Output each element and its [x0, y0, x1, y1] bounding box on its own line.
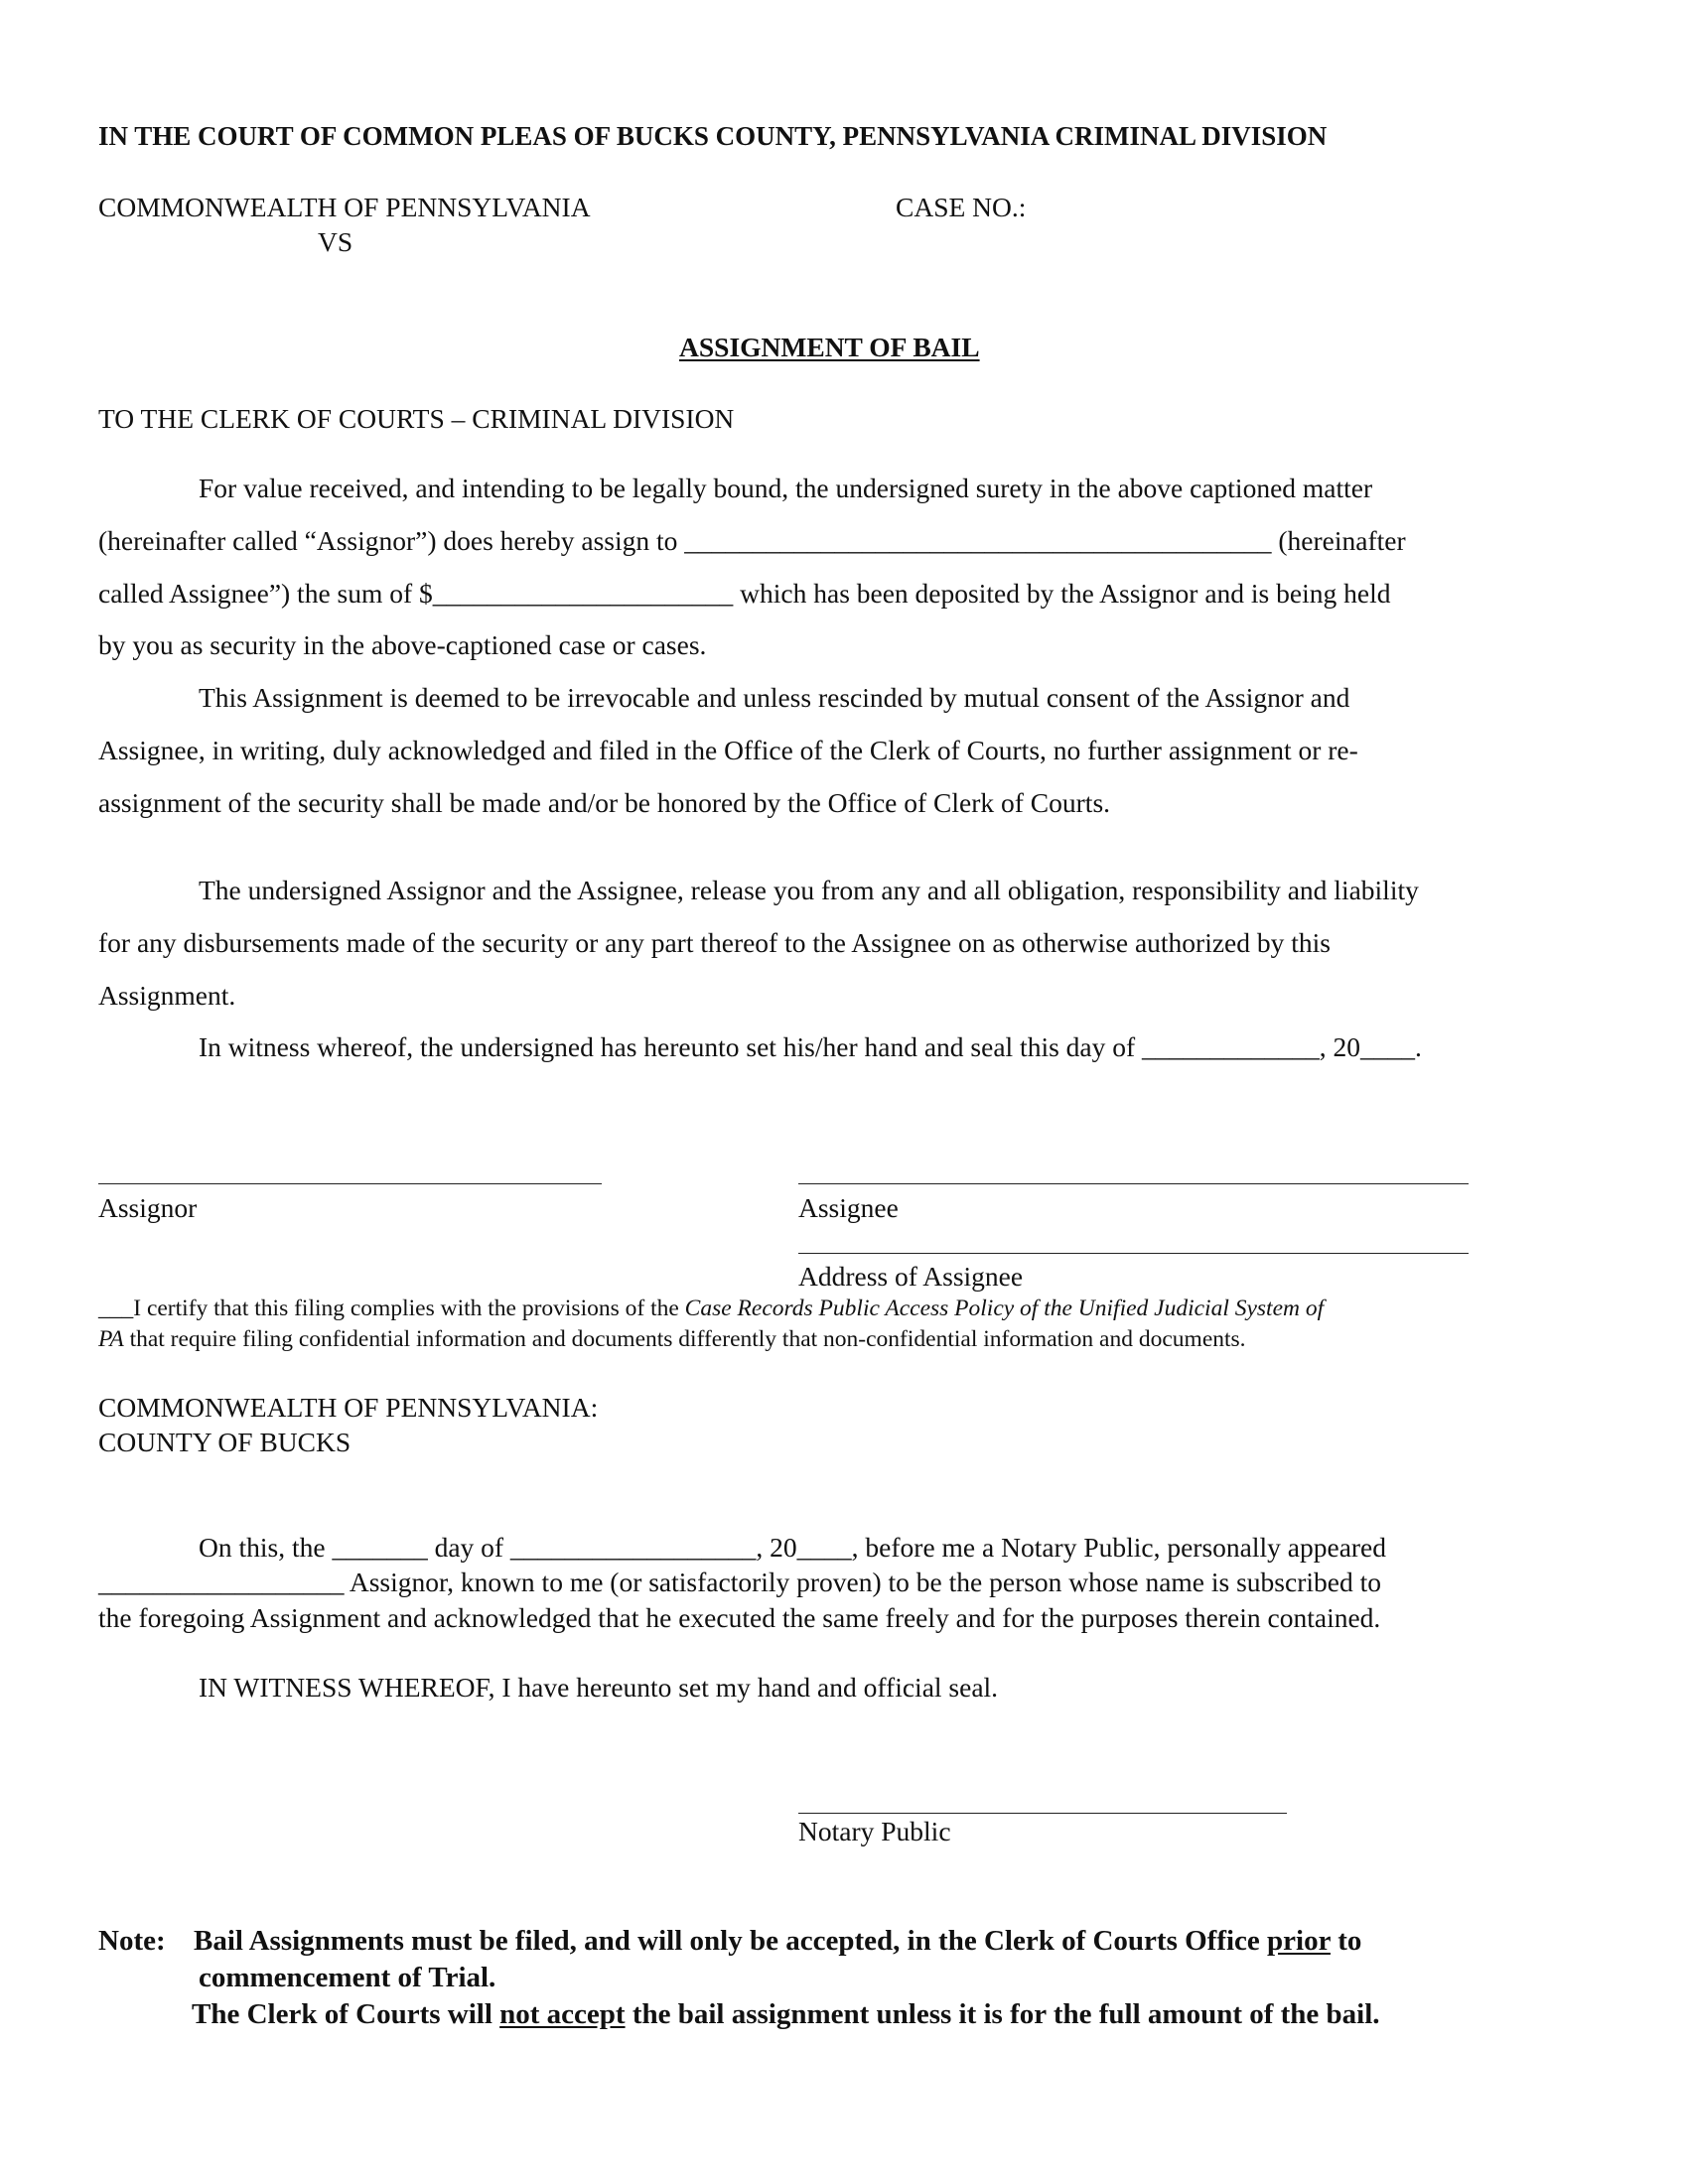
assignee-address-label: Address of Assignee [798, 1261, 1024, 1292]
note-line3-text: The Clerk of Courts will [192, 1998, 500, 2030]
notary-para-line2: __________________ Assignor, known to me (or satisfactorily proven) to be the person whose name is subscribed to [98, 1567, 1381, 1597]
para2-line3: assignment of the security shall be made and/or be honored by the Office of Clerk of Courts. [98, 787, 1111, 818]
para3-line1: The undersigned Assignor and the Assignee, release you from any and all obligation, responsibility and liability [199, 875, 1419, 905]
note-label: Note: [98, 1925, 166, 1957]
assignee-label: Assignee [798, 1192, 899, 1223]
court-header: IN THE COURT OF COMMON PLEAS OF BUCKS COUNTY, PENNSYLVANIA CRIMINAL DIVISION [98, 121, 1328, 151]
note-prior-emphasis: prior [1267, 1925, 1331, 1957]
addressee: TO THE CLERK OF COURTS – CRIMINAL DIVISION [98, 403, 735, 434]
para2-line1: This Assignment is deemed to be irrevocable and unless rescinded by mutual consent of the Assignor and [199, 682, 1350, 713]
notary-para-line1: On this, the _______ day of __________________, 20____, before me a Notary Public, personally appeared [199, 1532, 1387, 1563]
certify-policy-name: Case Records Public Access Policy of the Unified Judicial System of [684, 1296, 1325, 1321]
notary-para-line3: the foregoing Assignment and acknowledged that he executed the same freely and for the purposes therein contained. [98, 1602, 1381, 1633]
certify-line2 [98, 1326, 1246, 1353]
para1-line1: For value received, and intending to be legally bound, the undersigned surety in the above captioned matter [199, 473, 1373, 503]
case-no-label: CASE NO.: [896, 192, 1027, 222]
document-title: ASSIGNMENT OF BAIL [679, 332, 980, 362]
para1-line2: (hereinafter called “Assignor”) does hereby assign to ___________________________________________ (hereinafter [98, 525, 1406, 556]
note-line1-end: to [1330, 1925, 1362, 1957]
para1-line3: called Assignee”) the sum of $______________________ which has been deposited by the Assignor and is being held [98, 578, 1391, 609]
notary-signature-line[interactable] [798, 1813, 1287, 1814]
certify-line1 [98, 1296, 1324, 1322]
para3-line2: for any disbursements made of the security or any part thereof to the Assignee on as otherwise authorized by this [98, 927, 1331, 958]
certify-suffix: that require filing confidential information and documents differently that non-confidential information and documents. [123, 1326, 1246, 1352]
note-line3 [192, 1998, 1380, 2031]
note-line3-end: the bail assignment unless it is for the full amount of the bail. [625, 1998, 1380, 2030]
para1-line4: by you as security in the above-captioned case or cases. [98, 629, 707, 660]
note-line2: commencement of Trial. [199, 1962, 496, 1993]
assignor-signature-line[interactable] [98, 1183, 602, 1184]
caption-plaintiff: COMMONWEALTH OF PENNSYLVANIA [98, 192, 591, 222]
venue-state: COMMONWEALTH OF PENNSYLVANIA: [98, 1392, 599, 1423]
witness-line: In witness whereof, the undersigned has hereunto set his/her hand and seal this day of _____________, 20____. [199, 1031, 1422, 1062]
assignee-signature-line[interactable] [798, 1183, 1469, 1184]
venue-county: COUNTY OF BUCKS [98, 1427, 352, 1457]
assignor-label: Assignor [98, 1192, 198, 1223]
para3-line3: Assignment. [98, 980, 236, 1011]
assignee-address-line[interactable] [798, 1253, 1469, 1254]
caption-versus: VS [318, 226, 353, 257]
certify-prefix: ___I certify that this filing complies with the provisions of the [98, 1296, 685, 1321]
note-not-accept-emphasis: not accept [499, 1998, 626, 2030]
notary-public-label: Notary Public [798, 1816, 951, 1846]
in-witness-whereof: IN WITNESS WHEREOF, I have hereunto set my hand and official seal. [199, 1672, 999, 1703]
para2-line2: Assignee, in writing, duly acknowledged and filed in the Office of the Clerk of Courts, no further assignment or re- [98, 735, 1358, 765]
note-line1-text: Bail Assignments must be filed, and will only be accepted, in the Clerk of Courts Office [194, 1925, 1268, 1957]
note-line1 [194, 1925, 1361, 1958]
certify-policy-name-end: PA [98, 1326, 124, 1352]
